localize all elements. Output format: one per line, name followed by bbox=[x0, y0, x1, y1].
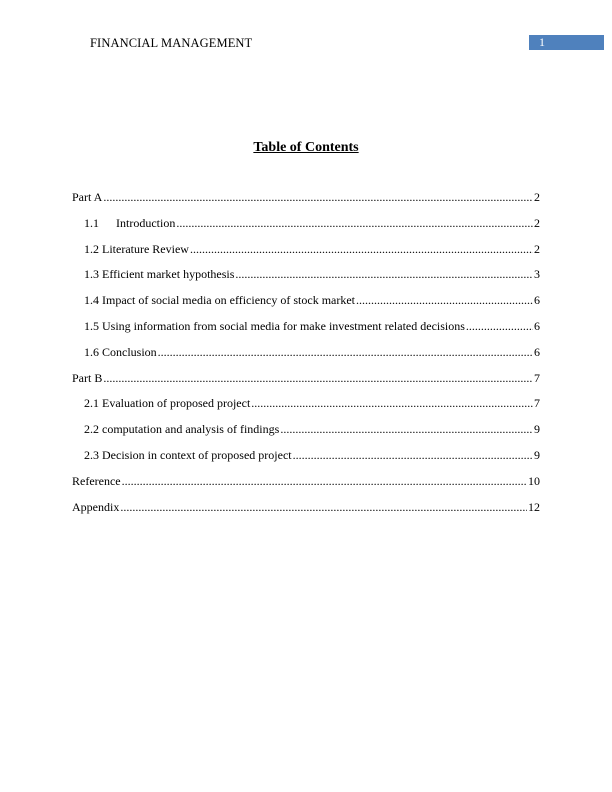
toc-entry-evaluation[interactable] bbox=[72, 396, 540, 422]
toc-entry-label: Part B bbox=[72, 370, 103, 385]
toc-dot-leader bbox=[120, 500, 527, 515]
toc-entry-page: 9 bbox=[534, 422, 540, 437]
toc-dot-leader bbox=[235, 267, 533, 282]
toc-entry-number: 1.1 bbox=[84, 215, 99, 230]
page-header-title: FINANCIAL MANAGEMENT bbox=[90, 36, 253, 50]
page-number-badge bbox=[529, 35, 604, 50]
toc-entry-page: 2 bbox=[534, 241, 540, 256]
toc-dot-leader bbox=[190, 242, 533, 257]
toc-dot-leader bbox=[103, 371, 533, 386]
toc-title: Table of Contents bbox=[253, 140, 359, 155]
toc-entry-decision[interactable] bbox=[72, 448, 540, 474]
toc-entry-label: 1.5 Using information from social media for make investment related decisions bbox=[84, 318, 465, 333]
toc-entry-social-media-investment[interactable] bbox=[72, 319, 540, 345]
toc-dot-leader bbox=[122, 474, 527, 489]
toc-dot-leader bbox=[176, 216, 533, 231]
toc-entry-part-b[interactable] bbox=[72, 371, 540, 397]
toc-entry-efficient-market[interactable] bbox=[72, 267, 540, 293]
toc-entry-computation[interactable] bbox=[72, 422, 540, 448]
toc-dot-leader bbox=[466, 319, 533, 334]
toc-entry-appendix[interactable] bbox=[72, 500, 540, 526]
toc-entry-page: 2 bbox=[534, 215, 540, 230]
toc-entry-label: Reference bbox=[72, 473, 121, 488]
toc-list bbox=[72, 190, 540, 525]
toc-entry-label: Introduction bbox=[116, 215, 176, 230]
toc-entry-part-a[interactable] bbox=[72, 190, 540, 216]
toc-dot-leader bbox=[251, 396, 533, 411]
toc-entry-page: 6 bbox=[534, 293, 540, 308]
toc-entry-label: 2.2 computation and analysis of findings bbox=[84, 422, 280, 437]
toc-entry-page: 2 bbox=[534, 190, 540, 204]
toc-entry-page: 10 bbox=[528, 473, 540, 488]
toc-entry-page: 6 bbox=[534, 318, 540, 333]
toc-entry-label: 1.6 Conclusion bbox=[84, 344, 157, 359]
toc-entry-page: 9 bbox=[534, 447, 540, 462]
toc-entry-page: 6 bbox=[534, 344, 540, 359]
toc-entry-label: 2.3 Decision in context of proposed project bbox=[84, 447, 292, 462]
toc-entry-label: 2.1 Evaluation of proposed project bbox=[84, 396, 251, 411]
page-number: 1 bbox=[539, 35, 545, 49]
toc-entry-page: 12 bbox=[528, 499, 540, 514]
toc-entry-page: 7 bbox=[534, 396, 540, 411]
toc-entry-introduction[interactable] bbox=[72, 216, 540, 242]
toc-entry-label: 1.2 Literature Review bbox=[84, 241, 189, 256]
toc-entry-label: Part A bbox=[72, 190, 103, 204]
toc-entry-page: 7 bbox=[534, 370, 540, 385]
toc-entry-page: 3 bbox=[534, 267, 540, 282]
toc-dot-leader bbox=[280, 422, 533, 437]
toc-dot-leader bbox=[356, 293, 533, 308]
toc-dot-leader bbox=[293, 448, 533, 463]
toc-dot-leader bbox=[103, 190, 533, 205]
toc-entry-conclusion[interactable] bbox=[72, 345, 540, 371]
toc-entry-label: 1.3 Efficient market hypothesis bbox=[84, 267, 235, 282]
toc-entry-label: 1.4 Impact of social media on efficiency of stock market bbox=[84, 293, 356, 308]
toc-dot-leader bbox=[158, 345, 533, 360]
toc-entry-reference[interactable] bbox=[72, 474, 540, 500]
toc-entry-label: Appendix bbox=[72, 499, 120, 514]
toc-entry-social-media-impact[interactable] bbox=[72, 293, 540, 319]
toc-entry-literature-review[interactable] bbox=[72, 242, 540, 268]
